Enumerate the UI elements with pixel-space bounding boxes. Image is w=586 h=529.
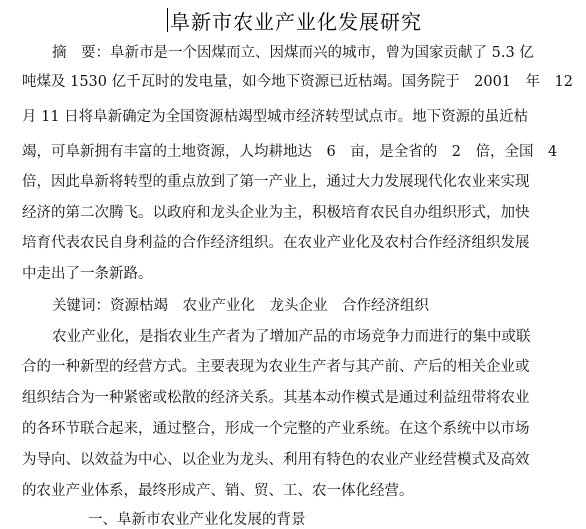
body-line: 为导向、以效益为中心、以企业为龙头、利用有特色的农业产业经营模式及高效 [22,452,530,468]
body-line: 的农业产业体系，最终形成产、销、贸、工、农一体化经营。 [22,483,414,499]
body-line: 合的一种新型的经营方式。主要表现为农业生产者与其产前、产后的相关企业或 [22,359,530,375]
abstract-line: 摘 要：阜新市是一个因煤而立、因煤而兴的城市，曾为国家贡献了 5.3 亿 [52,45,534,61]
document-title: 阜新市农业产业化发展研究 [170,10,422,34]
text-cursor [167,8,168,32]
keywords-line: 关键词：资源枯竭 农业产业化 龙头企业 合作经济组织 [52,298,429,314]
abstract-line: 培育代表农民自身利益的合作经济组织。在农业产业化及农村合作经济组织发展 [22,235,530,251]
body-line: 组织结合为一种紧密或松散的经济关系。其基本动作模式是通过利益纽带将农业 [22,390,530,406]
abstract-line: 竭，可阜新拥有丰富的土地资源，人均耕地达 6 亩，是全省的 2 倍，全国 4 [22,144,558,160]
body-line: 农业产业化，是指农业生产者为了增加产品的市场竞争力而进行的集中或联 [52,329,531,345]
abstract-line: 吨煤及 1530 亿千瓦时的发电量，如今地下资源已近枯竭。国务院于 2001 年 12 [22,74,573,90]
section-heading: 一、阜新市农业产业化发展的背景 [88,512,306,528]
abstract-line: 月 11 日将阜新确定为全国资源枯竭型城市经济转型试点市。地下资源的虽近枯 [22,109,529,125]
abstract-line: 经济的第二次腾飞。以政府和龙头企业为主，积极培育农民自办组织形式，加快 [22,205,530,221]
abstract-line: 倍，因此阜新将转型的重点放到了第一产业上，通过大力发展现代化农业来实现 [22,174,530,190]
body-line: 的各环节联合起来，通过整合，形成一个完整的产业系统。在这个系统中以市场 [22,421,530,437]
abstract-line: 中走出了一条新路。 [22,266,153,282]
